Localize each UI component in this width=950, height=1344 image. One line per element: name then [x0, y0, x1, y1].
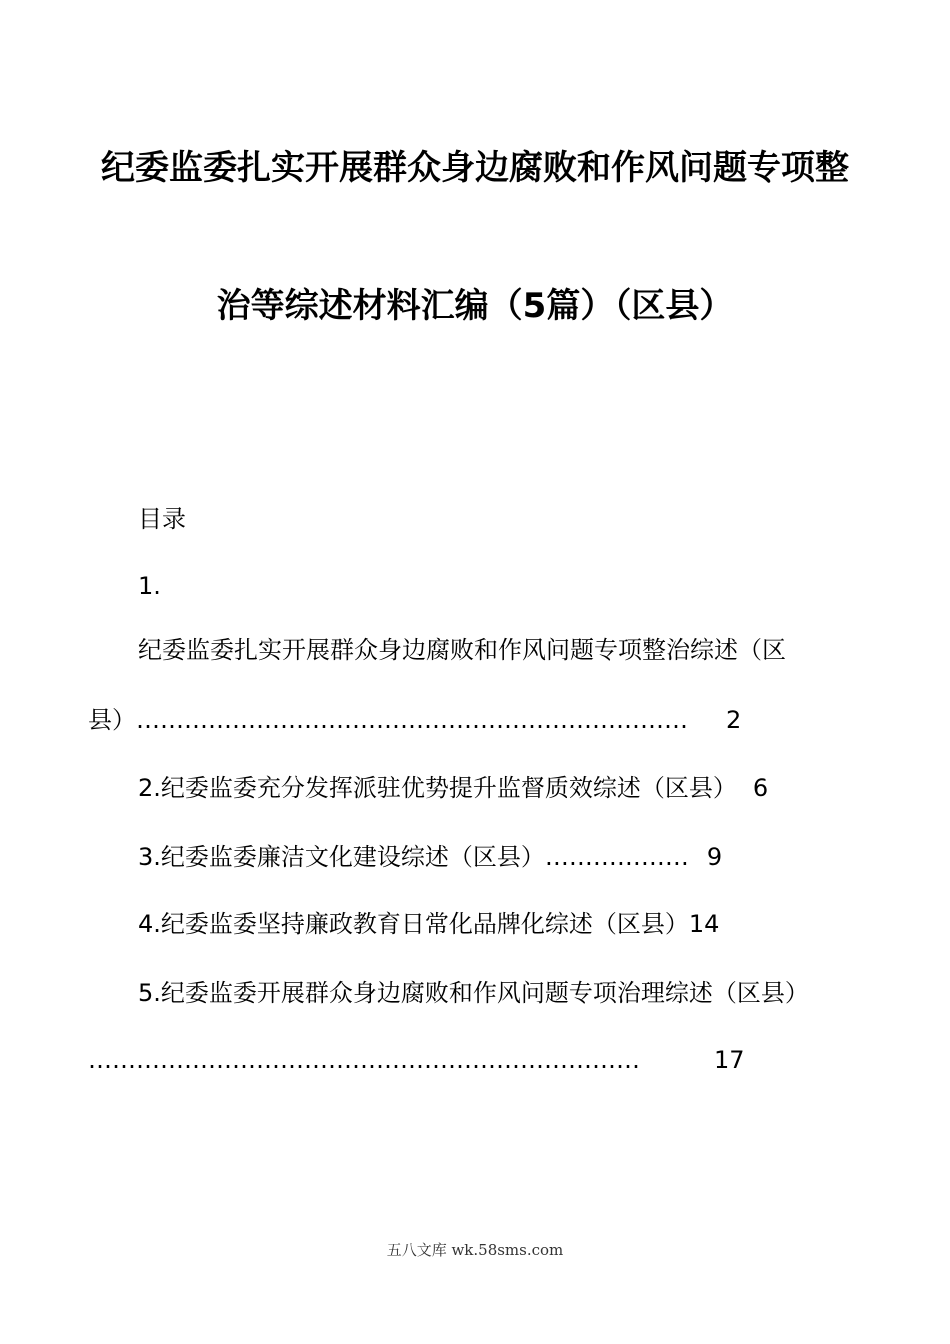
toc-item-3-page: 9: [706, 843, 723, 871]
toc-item-1-leader: ……………………………………………………………: [136, 706, 688, 734]
toc-item-3: [138, 841, 722, 873]
toc-item-1-continuation: [88, 704, 741, 736]
toc-item-1-page: 2: [726, 706, 742, 734]
toc-item-2-title: 2.纪委监委充分发挥派驻优势提升监督质效综述（区县）: [138, 774, 737, 802]
toc-item-1-title: 纪委监委扎实开展群众身边腐败和作风问题专项整治综述（区: [138, 636, 786, 664]
toc-item-1-title-end: 县）: [88, 706, 136, 734]
page-footer-watermark: 五八文库 wk.58sms.com: [386, 1241, 564, 1259]
toc-item-3-title: 3.纪委监委廉洁文化建设综述（区县）: [138, 843, 545, 871]
toc-item-4-title: 4.纪委监委坚持廉政教育日常化品牌化综述（区县）: [138, 910, 689, 938]
document-title-line-1: 纪委监委扎实开展群众身边腐败和作风问题专项整: [101, 148, 849, 188]
toc-item-5-leader: ……………………………………………………………: [88, 1046, 640, 1074]
document-title-line-2: 治等综述材料汇编（5篇）（区县）: [216, 286, 734, 326]
toc-item-4: [138, 908, 719, 940]
toc-item-5-page: 17: [714, 1046, 745, 1074]
toc-heading: 目录: [138, 505, 186, 533]
toc-item-1-number: 1.: [138, 572, 161, 600]
toc-item-5-continuation: [88, 1044, 745, 1076]
toc-item-5-title: 5.纪委监委开展群众身边腐败和作风问题专项治理综述（区县）: [138, 979, 809, 1007]
toc-item-3-leader: ………………: [544, 843, 689, 871]
toc-item-2-page: 6: [752, 774, 769, 802]
toc-item-2: [138, 772, 768, 804]
toc-item-4-page: 14: [688, 910, 720, 938]
